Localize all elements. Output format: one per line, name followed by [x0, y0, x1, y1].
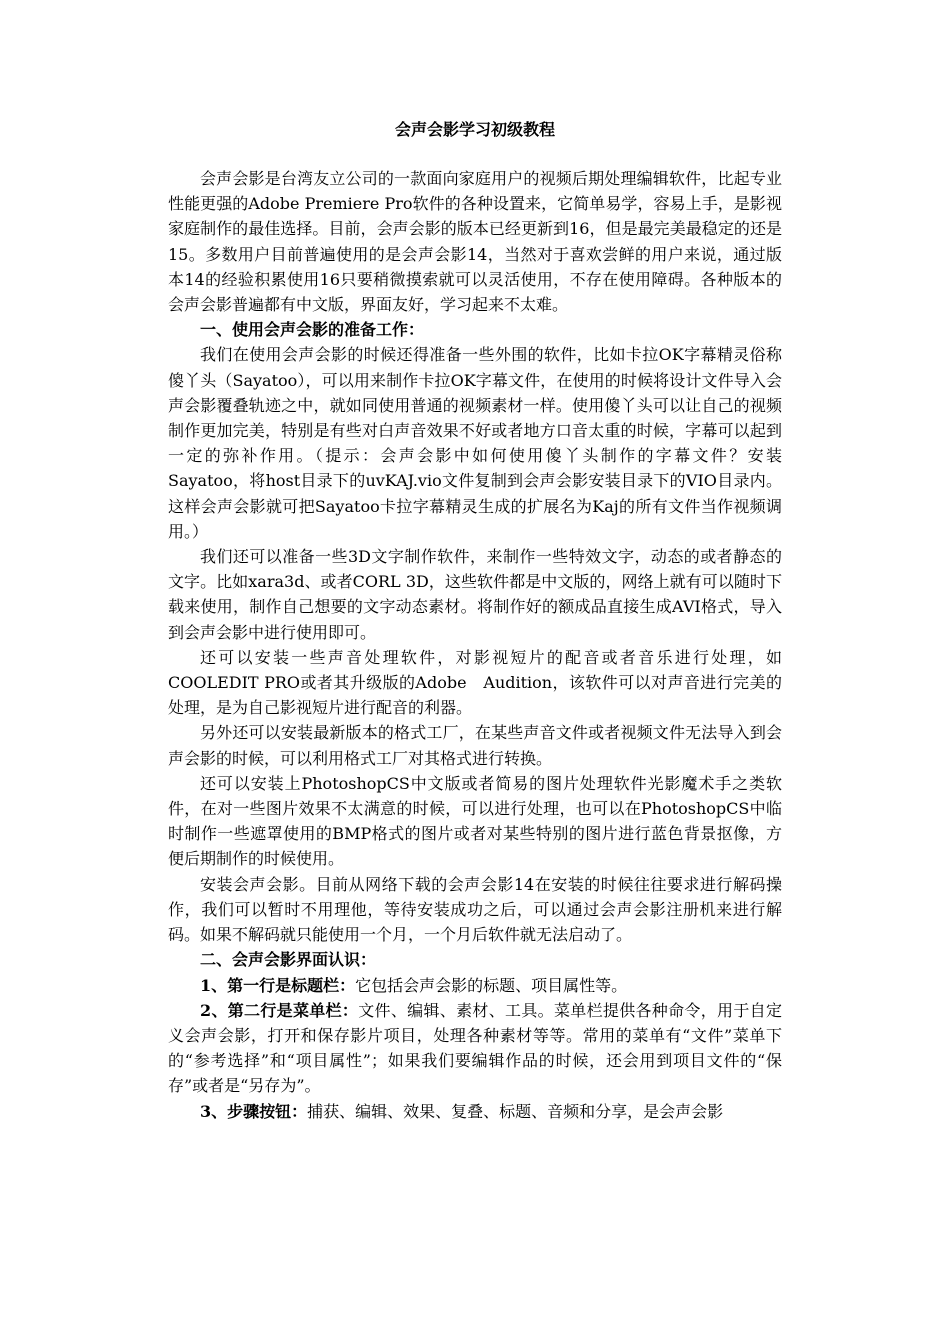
paragraph-install: 安装会声会影。目前从网络下载的会声会影14在安装的时候往往要求进行解码操作，我们可以暂时不用理他，等待安装成功之后，可以通过会声会影注册机来进行解码。如果不解码就只能使用一个月，一个月后软件就无法启动了。	[168, 874, 782, 945]
list-item-text: 捕获、编辑、效果、复叠、标题、音频和分享，是会声会影	[307, 1101, 724, 1121]
paragraph-sayatoo: 我们在使用会声会影的时候还得准备一些外围的软件，比如卡拉OK字幕精灵俗称傻丫头（Sayatoo），可以用来制作卡拉OK字幕文件，在使用的时候将设计文件导入会声会影覆叠轨迹之中，就如同使用普通的视频素材一样。使用傻丫头可以让自己的视频制作更加完美，特别是有些对白声音效果不好或者地方口音太重的时候，字幕可以起到一定的弥补作用。（提示：会声会影中如何使用傻丫头制作的字幕文件？安装Sayatoo，将host目录下的uvKAJ.vio文件复制到会声会影安装目录下的VIO目录内。这样会声会影就可把Sayatoo卡拉字幕精灵生成的扩展名为Kaj的所有文件当作视频调用。）	[168, 345, 782, 541]
list-item-label: 3、步骤按钮：	[200, 1101, 308, 1121]
paragraph-3d-text: 我们还可以准备一些3D文字制作软件，来制作一些特效文字，动态的或者静态的文字。比如xara3d、或者CORL 3D，这些软件都是中文版的，网络上就有可以随时下载来使用，制作自己想要的文字动态素材。将制作好的额成品直接生成AVI格式，导入到会声会影中进行使用即可。	[168, 547, 782, 642]
paragraph-format-factory: 另外还可以安装最新版本的格式工厂，在某些声音文件或者视频文件无法导入到会声会影的时候，可以利用格式工厂对其格式进行转换。	[168, 723, 782, 768]
document-title: 会声会影学习初级教程	[394, 120, 555, 139]
section-heading-interface: 二、会声会影界面认识：	[200, 950, 377, 970]
paragraph-audio-software: 还可以安装一些声音处理软件，对影视短片的配音或者音乐进行处理，如COOLEDIT PRO或者其升级版的Adobe Audition，该软件可以对声音进行完美的处理，是为自己影视短片进行配音的利器。	[168, 647, 782, 718]
document-page	[168, 118, 782, 1124]
intro-paragraph: 会声会影是台湾友立公司的一款面向家庭用户的视频后期处理编辑软件，比起专业性能更强的Adobe Premiere Pro软件的各种设置来，它简单易学，容易上手，是影视家庭制作的最佳选择。目前，会声会影的版本已经更新到16，但是最完美最稳定的还是15。多数用户目前普遍使用的是会声会影14，当然对于喜欢尝鲜的用户来说，通过版本14的经验积累使用16只要稍微摸索就可以灵活使用，不存在使用障碍。各种版本的会声会影普遍都有中文版，界面友好，学习起来不太难。	[168, 169, 782, 315]
list-item-label: 2、第二行是菜单栏：	[200, 1000, 359, 1020]
list-item-step-buttons	[168, 1099, 782, 1124]
list-item-text: 文件、编辑、素材、工具。菜单栏提供各种命令，用于自定义会声会影，打开和保存影片项目，处理各种素材等等。常用的菜单有“文件”菜单下的“参考选择”和“项目属性”；如果我们要编辑作品的时候，还会用到项目文件的“保存”或者是“另存为”。	[168, 1000, 782, 1096]
list-item-title-bar	[168, 973, 782, 998]
list-item-menu-bar	[168, 998, 782, 1099]
list-item-label: 1、第一行是标题栏：	[200, 975, 356, 995]
list-item-text: 它包括会声会影的标题、项目属性等。	[355, 975, 628, 995]
section-heading-preparation: 一、使用会声会影的准备工作：	[200, 320, 425, 340]
paragraph-photoshop: 还可以安装上PhotoshopCS中文版或者简易的图片处理软件光影魔术手之类软件，在对一些图片效果不太满意的时候，可以进行处理，也可以在PhotoshopCS中临时制作一些遮罩使用的BMP格式的图片或者对某些特别的图片进行蓝色背景抠像，方便后期制作的时候使用。	[168, 773, 782, 869]
